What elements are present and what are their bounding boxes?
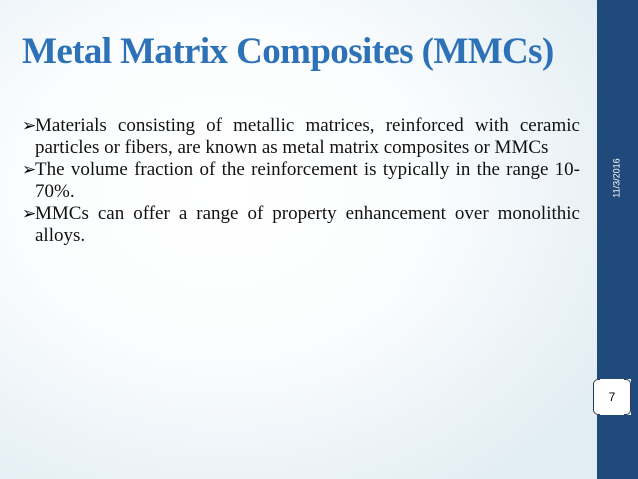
- page-number-box: [593, 379, 631, 415]
- page-number: 7: [608, 390, 616, 404]
- slide-date: [596, 148, 638, 208]
- arrow-bullet-icon: ➢: [22, 204, 37, 224]
- slide-title: Metal Matrix Composites (MMCs): [22, 31, 554, 72]
- bullet-text: Materials consisting of metallic matrices, reinforced with ceramic particles or fibers, are known as metal matrix composites or MMCs: [35, 115, 580, 158]
- arrow-bullet-icon: ➢: [22, 160, 37, 180]
- bullet-text: MMCs can offer a range of property enhancement over monolithic alloys.: [35, 203, 580, 246]
- bullet-list: [22, 115, 580, 247]
- bullet-item: [22, 159, 580, 203]
- slide-date-text: 11/3/2016: [612, 158, 622, 198]
- arrow-bullet-icon: ➢: [22, 116, 37, 136]
- bullet-item: [22, 115, 580, 159]
- bullet-text: The volume fraction of the reinforcement is typically in the range 10-70%.: [35, 159, 580, 202]
- bullet-item: [22, 203, 580, 247]
